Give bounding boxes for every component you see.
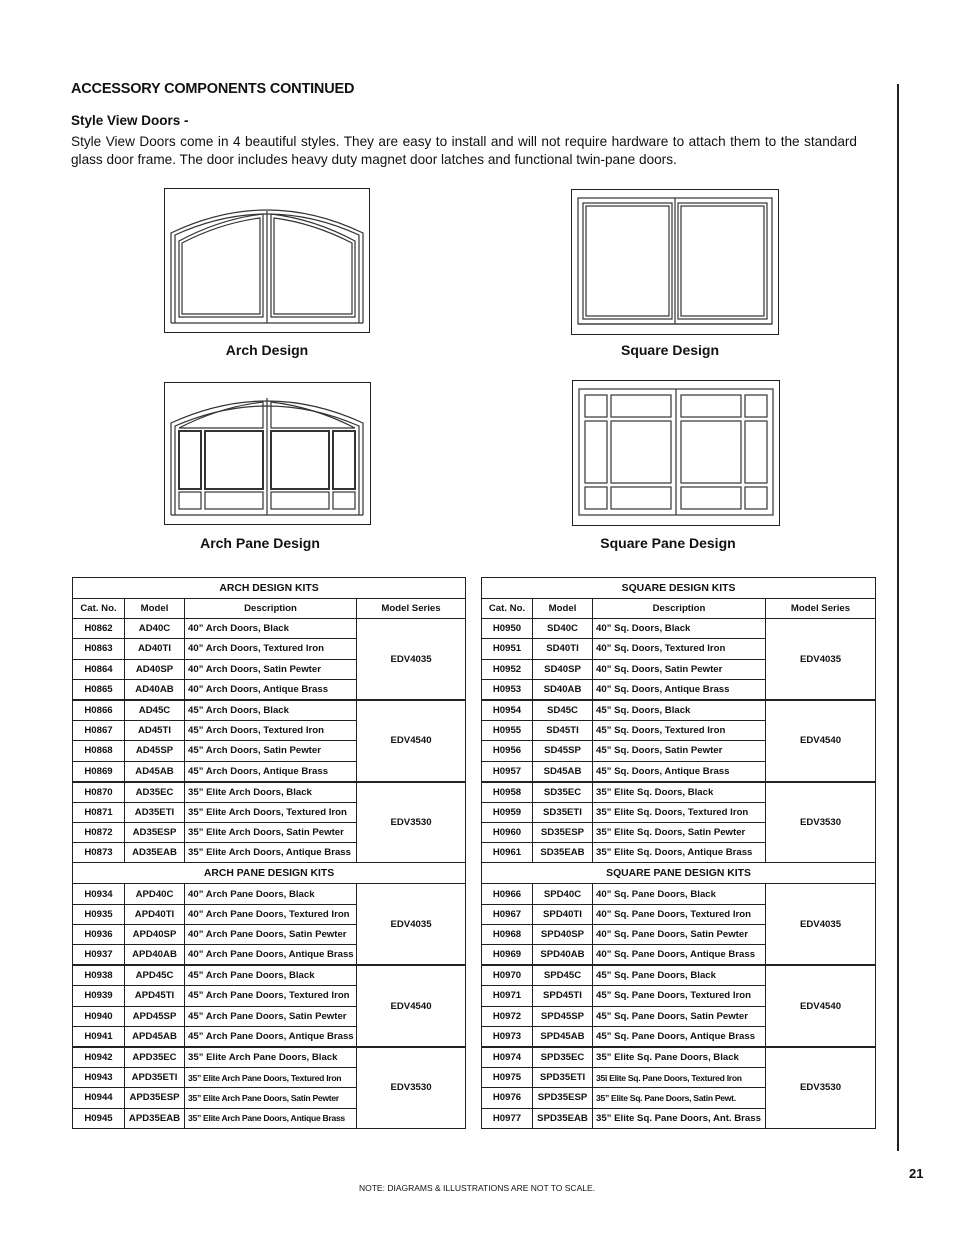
- header-row: [73, 599, 466, 619]
- table-row: [482, 1047, 876, 1068]
- cell-model: APD45AB: [125, 1026, 185, 1047]
- cell-desc: 35” Elite Arch Pane Doors, Textured Iron: [185, 1068, 357, 1088]
- cell-model-series: EDV3530: [766, 782, 876, 863]
- cell-desc: 45” Sq. Doors, Antique Brass: [593, 761, 766, 782]
- cell-desc: 40” Sq. Pane Doors, Black: [593, 884, 766, 904]
- table-row: [73, 619, 466, 639]
- cell-model: APD35EAB: [125, 1108, 185, 1128]
- page-number: 21: [909, 1166, 924, 1181]
- arch-design-pane-kits-title: ARCH PANE DESIGN KITS: [73, 863, 466, 884]
- column-header: Cat. No.: [482, 599, 533, 619]
- caption-square-design: Square Design: [620, 342, 720, 358]
- cell-cat: H0944: [73, 1088, 125, 1108]
- cell-desc: 40” Sq. Doors, Black: [593, 619, 766, 639]
- column-header: Description: [593, 599, 766, 619]
- cell-model: APD40C: [125, 884, 185, 904]
- cell-desc: 40” Arch Pane Doors, Black: [185, 884, 357, 904]
- caption-arch-pane-design: Arch Pane Design: [200, 535, 320, 551]
- arch-design-kits-table: [72, 577, 466, 1129]
- cell-model: SPD35ETI: [533, 1068, 593, 1088]
- cell-desc: 35” Elite Sq. Doors, Antique Brass: [593, 843, 766, 863]
- cell-desc: 45” Sq. Doors, Textured Iron: [593, 721, 766, 741]
- cell-cat: H0866: [73, 700, 125, 721]
- cell-model: APD35ESP: [125, 1088, 185, 1108]
- cell-cat: H0956: [482, 741, 533, 761]
- cell-model-series: EDV4035: [357, 619, 466, 700]
- cell-model: SD35EC: [533, 782, 593, 803]
- cell-model: APD40SP: [125, 924, 185, 944]
- cell-cat: H0970: [482, 965, 533, 986]
- cell-model: AD45TI: [125, 721, 185, 741]
- table-row: [73, 1047, 466, 1068]
- cell-model: SPD35EC: [533, 1047, 593, 1068]
- cell-model: SD35ESP: [533, 823, 593, 843]
- section-title: ACCESSORY COMPONENTS CONTINUED: [71, 81, 355, 97]
- cell-model: SD40SP: [533, 659, 593, 679]
- header-row: [482, 599, 876, 619]
- cell-desc: 40” Arch Doors, Antique Brass: [185, 679, 357, 700]
- cell-cat: H0939: [73, 986, 125, 1006]
- sidebar-rule: [897, 84, 899, 1151]
- square-pane-design-illustration: [572, 380, 780, 526]
- cell-cat: H0943: [73, 1068, 125, 1088]
- cell-cat: H0872: [73, 823, 125, 843]
- cell-cat: H0953: [482, 679, 533, 700]
- cell-desc: 45” Sq. Pane Doors, Textured Iron: [593, 986, 766, 1006]
- arch-design-illustration: [164, 188, 370, 333]
- cell-desc: 45” Arch Doors, Satin Pewter: [185, 741, 357, 761]
- cell-model: AD40AB: [125, 679, 185, 700]
- cell-cat: H0873: [73, 843, 125, 863]
- cell-cat: H0864: [73, 659, 125, 679]
- cell-model-series: EDV4035: [357, 884, 466, 965]
- square-design-pane-kits-title: SQUARE PANE DESIGN KITS: [482, 863, 876, 884]
- cell-desc: 40” Sq. Pane Doors, Satin Pewter: [593, 924, 766, 944]
- cell-model-series: EDV4035: [766, 619, 876, 700]
- cell-model-series: EDV3530: [357, 782, 466, 863]
- cell-cat: H0865: [73, 679, 125, 700]
- column-header: Cat. No.: [73, 599, 125, 619]
- cell-desc: 35” Elite Arch Doors, Satin Pewter: [185, 823, 357, 843]
- cell-desc: 35” Elite Arch Doors, Black: [185, 782, 357, 803]
- cell-model: APD35ETI: [125, 1068, 185, 1088]
- cell-desc: 45” Arch Pane Doors, Black: [185, 965, 357, 986]
- cell-model: SD35EAB: [533, 843, 593, 863]
- cell-desc: 35” Elite Arch Pane Doors, Black: [185, 1047, 357, 1068]
- cell-cat: H0942: [73, 1047, 125, 1068]
- cell-desc: 40” Sq. Doors, Antique Brass: [593, 679, 766, 700]
- cell-model: AD35EC: [125, 782, 185, 803]
- arch-design-pane-kits-title-row: [73, 863, 466, 884]
- cell-desc: 35” Elite Sq. Pane Doors, Ant. Brass: [593, 1108, 766, 1128]
- cell-cat: H0934: [73, 884, 125, 904]
- caption-arch-design: Arch Design: [225, 342, 309, 358]
- cell-model: SPD45TI: [533, 986, 593, 1006]
- cell-model: SPD40TI: [533, 904, 593, 924]
- cell-cat: H0935: [73, 904, 125, 924]
- arch-design-kits-title-row: [73, 578, 466, 599]
- cell-cat: H0951: [482, 639, 533, 659]
- cell-desc: 40” Sq. Doors, Satin Pewter: [593, 659, 766, 679]
- square-design-pane-kits-title-row: [482, 863, 876, 884]
- cell-desc: 45” Arch Pane Doors, Satin Pewter: [185, 1006, 357, 1026]
- cell-cat: H0961: [482, 843, 533, 863]
- table-row: [482, 884, 876, 904]
- cell-model: SD40C: [533, 619, 593, 639]
- cell-model-series: EDV4540: [766, 965, 876, 1047]
- column-header: Model Series: [357, 599, 466, 619]
- table-row: [482, 619, 876, 639]
- cell-cat: H0973: [482, 1026, 533, 1047]
- cell-desc: 40” Arch Doors, Textured Iron: [185, 639, 357, 659]
- cell-desc: 35” Elite Sq. Pane Doors, Black: [593, 1047, 766, 1068]
- cell-model: AD40SP: [125, 659, 185, 679]
- cell-desc: 35” Elite Sq. Doors, Textured Iron: [593, 802, 766, 822]
- cell-cat: H0969: [482, 945, 533, 966]
- cell-model: AD45C: [125, 700, 185, 721]
- table-row: [73, 700, 466, 721]
- cell-model: AD40C: [125, 619, 185, 639]
- cell-cat: H0968: [482, 924, 533, 944]
- cell-cat: H0958: [482, 782, 533, 803]
- cell-model: APD45SP: [125, 1006, 185, 1026]
- cell-desc: 35” Elite Sq. Doors, Satin Pewter: [593, 823, 766, 843]
- cell-model: SPD45C: [533, 965, 593, 986]
- cell-cat: H0971: [482, 986, 533, 1006]
- cell-desc: 35î Elite Sq. Pane Doors, Textured Iron: [593, 1068, 766, 1088]
- cell-desc: 45” Sq. Pane Doors, Satin Pewter: [593, 1006, 766, 1026]
- cell-desc: 40” Sq. Doors, Textured Iron: [593, 639, 766, 659]
- cell-cat: H0954: [482, 700, 533, 721]
- cell-desc: 45” Arch Pane Doors, Antique Brass: [185, 1026, 357, 1047]
- cell-model-series: EDV3530: [766, 1047, 876, 1128]
- cell-desc: 45” Arch Doors, Antique Brass: [185, 761, 357, 782]
- table-row: [482, 782, 876, 803]
- table-row: [482, 965, 876, 986]
- cell-cat: H0868: [73, 741, 125, 761]
- cell-model: AD45AB: [125, 761, 185, 782]
- square-design-kits-title-row: [482, 578, 876, 599]
- column-header: Model: [533, 599, 593, 619]
- column-header: Description: [185, 599, 357, 619]
- cell-model: APD35EC: [125, 1047, 185, 1068]
- cell-desc: 45” Arch Doors, Black: [185, 700, 357, 721]
- cell-cat: H0870: [73, 782, 125, 803]
- cell-cat: H0863: [73, 639, 125, 659]
- square-design-illustration: [571, 189, 779, 335]
- cell-desc: 40” Sq. Pane Doors, Textured Iron: [593, 904, 766, 924]
- cell-cat: H0945: [73, 1108, 125, 1128]
- cell-model: SPD45AB: [533, 1026, 593, 1047]
- cell-model: SD45SP: [533, 741, 593, 761]
- cell-model: SD45TI: [533, 721, 593, 741]
- cell-model: AD35EAB: [125, 843, 185, 863]
- arch-design-kits-title: ARCH DESIGN KITS: [73, 578, 466, 599]
- cell-cat: H0957: [482, 761, 533, 782]
- cell-model: SD35ETI: [533, 802, 593, 822]
- cell-cat: H0941: [73, 1026, 125, 1047]
- cell-model: SPD35EAB: [533, 1108, 593, 1128]
- column-header: Model: [125, 599, 185, 619]
- cell-model: APD40AB: [125, 945, 185, 966]
- cell-cat: H0937: [73, 945, 125, 966]
- cell-model-series: EDV3530: [357, 1047, 466, 1128]
- cell-desc: 45” Sq. Doors, Black: [593, 700, 766, 721]
- square-design-kits-table: [481, 577, 876, 1129]
- cell-desc: 40” Sq. Pane Doors, Antique Brass: [593, 945, 766, 966]
- cell-cat: H0869: [73, 761, 125, 782]
- cell-cat: H0959: [482, 802, 533, 822]
- cell-cat: H0862: [73, 619, 125, 639]
- cell-cat: H0936: [73, 924, 125, 944]
- cell-model: SPD35ESP: [533, 1088, 593, 1108]
- cell-model: SD40TI: [533, 639, 593, 659]
- cell-desc: 40” Arch Pane Doors, Antique Brass: [185, 945, 357, 966]
- cell-model: SD45AB: [533, 761, 593, 782]
- cell-cat: H0966: [482, 884, 533, 904]
- cell-desc: 35” Elite Sq. Pane Doors, Satin Pewt.: [593, 1088, 766, 1108]
- cell-cat: H0950: [482, 619, 533, 639]
- cell-model: SD40AB: [533, 679, 593, 700]
- arch-pane-design-illustration: [164, 382, 371, 525]
- cell-desc: 45” Sq. Pane Doors, Black: [593, 965, 766, 986]
- cell-desc: 45” Sq. Doors, Satin Pewter: [593, 741, 766, 761]
- cell-model-series: EDV4540: [766, 700, 876, 782]
- cell-cat: H0967: [482, 904, 533, 924]
- cell-cat: H0871: [73, 802, 125, 822]
- cell-model: SPD40C: [533, 884, 593, 904]
- cell-model: APD45TI: [125, 986, 185, 1006]
- intro-paragraph: Style View Doors come in 4 beautiful styles. They are easy to install and will not require hardware to attach them to the standard glass door frame. The door includes heavy duty magnet door latches and functional twin-pane doors.: [71, 134, 857, 167]
- cell-desc: 35” Elite Arch Pane Doors, Antique Brass: [185, 1108, 357, 1128]
- cell-model: AD40TI: [125, 639, 185, 659]
- cell-model-series: EDV4540: [357, 965, 466, 1047]
- cell-desc: 40” Arch Pane Doors, Satin Pewter: [185, 924, 357, 944]
- cell-desc: 40” Arch Doors, Satin Pewter: [185, 659, 357, 679]
- cell-desc: 45” Sq. Pane Doors, Antique Brass: [593, 1026, 766, 1047]
- cell-model: AD35ESP: [125, 823, 185, 843]
- cell-desc: 40” Arch Doors, Black: [185, 619, 357, 639]
- cell-cat: H0972: [482, 1006, 533, 1026]
- cell-cat: H0952: [482, 659, 533, 679]
- cell-cat: H0938: [73, 965, 125, 986]
- scale-note: NOTE: DIAGRAMS & ILLUSTRATIONS ARE NOT TO SCALE.: [358, 1183, 595, 1193]
- cell-cat: H0940: [73, 1006, 125, 1026]
- table-row: [73, 884, 466, 904]
- cell-model-series: EDV4035: [766, 884, 876, 965]
- cell-model: SD45C: [533, 700, 593, 721]
- cell-cat: H0867: [73, 721, 125, 741]
- subsection-title: Style View Doors -: [71, 113, 189, 128]
- cell-model-series: EDV4540: [357, 700, 466, 782]
- caption-square-pane-design: Square Pane Design: [600, 535, 736, 551]
- square-design-kits-title: SQUARE DESIGN KITS: [482, 578, 876, 599]
- cell-model: SPD40SP: [533, 924, 593, 944]
- cell-model: SPD45SP: [533, 1006, 593, 1026]
- cell-model: APD40TI: [125, 904, 185, 924]
- cell-cat: H0974: [482, 1047, 533, 1068]
- cell-cat: H0955: [482, 721, 533, 741]
- cell-cat: H0976: [482, 1088, 533, 1108]
- table-row: [482, 700, 876, 721]
- table-row: [73, 782, 466, 803]
- cell-model: APD45C: [125, 965, 185, 986]
- cell-desc: 35” Elite Arch Doors, Antique Brass: [185, 843, 357, 863]
- cell-desc: 45” Arch Pane Doors, Textured Iron: [185, 986, 357, 1006]
- table-row: [73, 965, 466, 986]
- cell-model: AD45SP: [125, 741, 185, 761]
- cell-desc: 35” Elite Sq. Doors, Black: [593, 782, 766, 803]
- cell-model: AD35ETI: [125, 802, 185, 822]
- cell-cat: H0977: [482, 1108, 533, 1128]
- cell-cat: H0960: [482, 823, 533, 843]
- cell-desc: 45” Arch Doors, Textured Iron: [185, 721, 357, 741]
- cell-desc: 40” Arch Pane Doors, Textured Iron: [185, 904, 357, 924]
- cell-desc: 35” Elite Arch Doors, Textured Iron: [185, 802, 357, 822]
- column-header: Model Series: [766, 599, 876, 619]
- cell-desc: 35” Elite Arch Pane Doors, Satin Pewter: [185, 1088, 357, 1108]
- cell-model: SPD40AB: [533, 945, 593, 966]
- cell-cat: H0975: [482, 1068, 533, 1088]
